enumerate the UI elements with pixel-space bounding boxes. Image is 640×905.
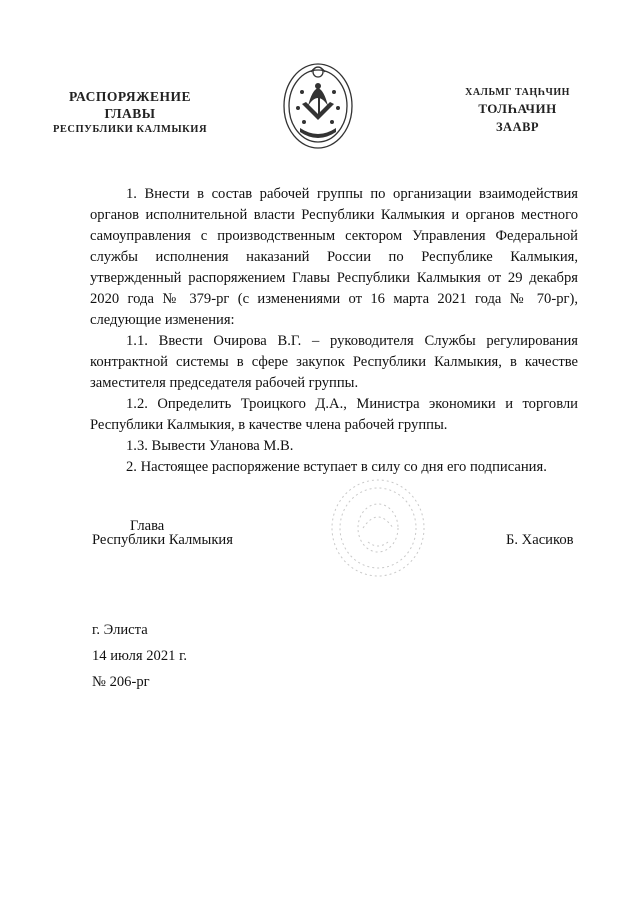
paragraph-1-1: 1.1. Ввести Очирова В.Г. – руководителя Службы регулирования контрактной системы в сфере закупок Республики Калмыкия, в качестве заместителя председателя рабочей группы. (90, 333, 578, 391)
header-right-line3: ЗААВР (495, 120, 540, 134)
issue-date: 14 июля 2021 г. (92, 648, 188, 664)
paragraph-1-2: 1.2. Определить Троицкого Д.А., Министра экономики и торговли Республики Калмыкия, в качестве члена рабочей группы. (90, 396, 578, 433)
header-right-line2: ТОЛҺАЧИН (478, 101, 557, 116)
header-right (440, 85, 595, 136)
order-body (90, 184, 578, 478)
seal-stamp-icon (328, 476, 428, 580)
header-left-line3: РЕСПУБЛИКИ КАЛМЫКИЯ (52, 124, 208, 135)
header-left (40, 88, 220, 137)
paragraph-1: 1. Внести в состав рабочей группы по организации взаимодействия органов исполнительной власти Республики Калмыкия и органов местного самоуправления с производственным сектором Управления Федеральной службы исполнения наказаний России по Республике Калмыкия, утвержденный распоряжением Главы Республики Калмыкия от 29 декабря 2020 года № 379-рг (с изменениями от 16 марта 2021 года № 70-рг), следующие изменения: (90, 186, 578, 328)
header-right-line1: ХАЛЬМГ ТАҢҺЧИН (465, 87, 570, 98)
place-of-issue: г. Элиста (92, 622, 148, 638)
document-number: № 206-рг (92, 674, 150, 690)
signatory-name: Б. Хасиков (506, 532, 574, 548)
header-left-line1: РАСПОРЯЖЕНИЕ (68, 89, 192, 104)
paragraph-1-3: 1.3. Вывести Уланова М.В. (126, 438, 294, 454)
signatory-organization: Республики Калмыкия (92, 532, 233, 548)
signatory-title: Глава (130, 518, 165, 534)
header-left-line2: ГЛАВЫ (104, 106, 156, 121)
emblem-icon (278, 58, 358, 158)
paragraph-2: 2. Настоящее распоряжение вступает в силу со дня его подписания. (126, 459, 547, 475)
